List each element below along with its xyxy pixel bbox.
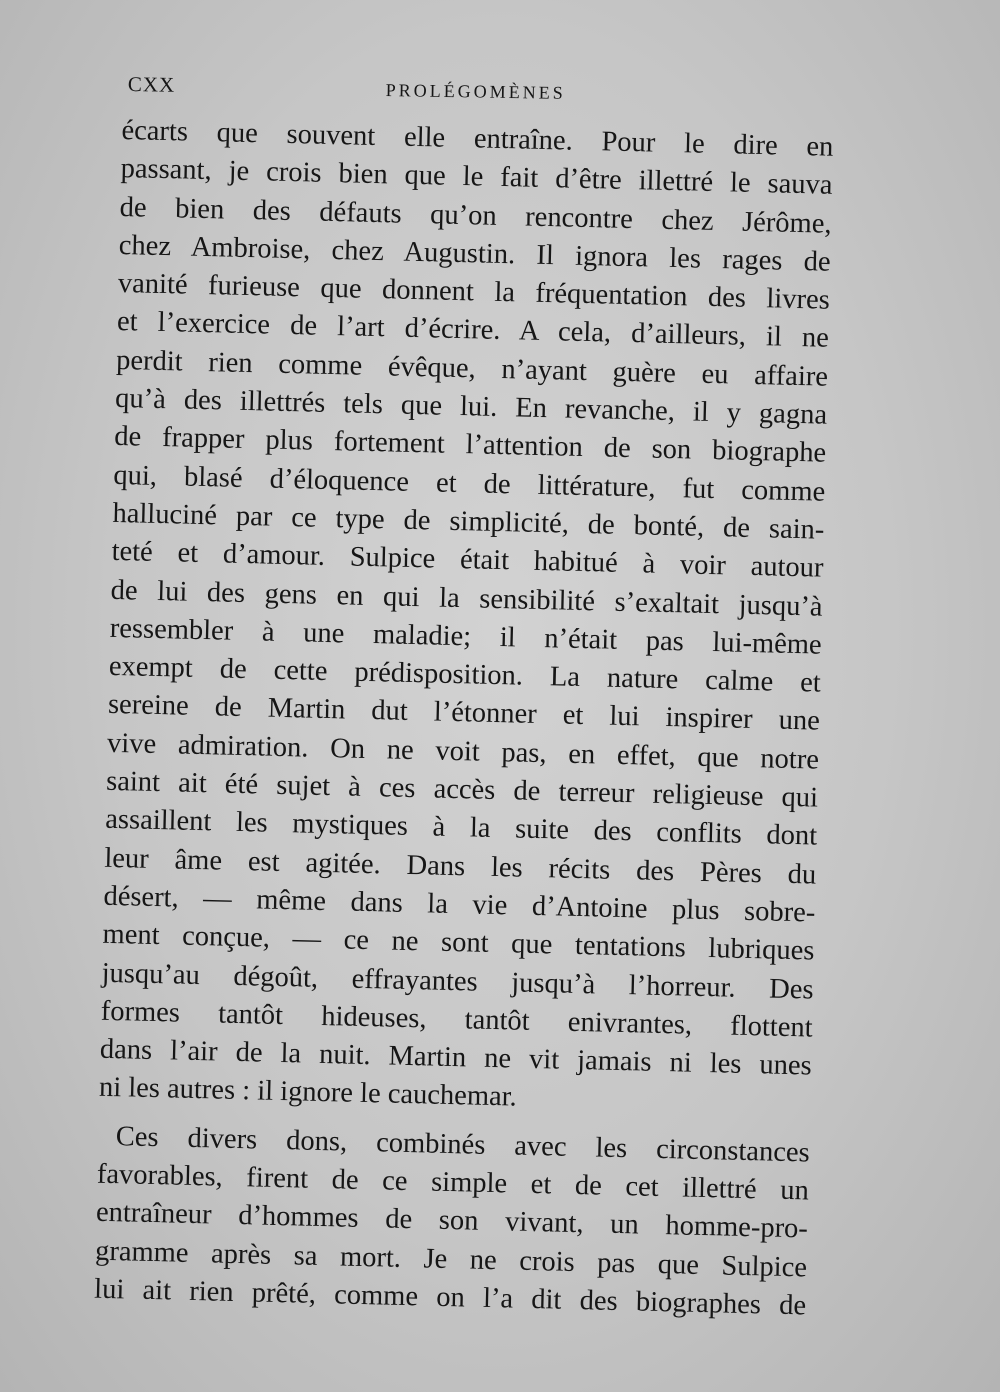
text-line: chez Ambroise, chez Augustin. Il ignora les rages de — [118, 229, 832, 278]
text-line: halluciné par ce type de simplicité, de bonté, de sain- — [112, 497, 825, 546]
text-line: vive admiration. On ne voit pas, en effet, que notre — [106, 727, 820, 776]
text-line: teté et d’amour. Sulpice était habitué à voir autour — [111, 536, 824, 584]
text-line: exempt de cette prédisposition. La nature calme et — [108, 651, 822, 699]
paragraph — [94, 1117, 810, 1325]
text-line: Ces divers dons, combinés avec les circonstances — [115, 1120, 811, 1169]
text-line: formes tantôt hideuses, tantôt enivrantes, flottent — [100, 995, 813, 1044]
text-line: de bien des défauts qu’on rencontre chez Jérôme, — [119, 191, 832, 240]
paragraph — [99, 112, 834, 1124]
text-line: entraîneur d’hommes de son vivant, un homme-pro- — [95, 1197, 809, 1245]
text-line: favorables, firent de ce simple et de cet illettré un — [96, 1158, 810, 1207]
text-line: dans l’air de la nuit. Martin ne vit jamais ni les unes — [99, 1033, 813, 1082]
running-title: PROLÉGOMÈNES — [385, 80, 566, 103]
text-line: de lui des gens en qui la sensibilité s’exaltait jusqu’à — [110, 574, 823, 623]
text-line: gramme après sa mort. Je ne crois pas que Sulpice — [94, 1235, 808, 1284]
text-line: vanité furieuse que donnent la fréquentation des livres — [117, 268, 831, 316]
page-number: CXX — [127, 72, 176, 97]
text-line: et l’exercice de l’art d’écrire. A cela, d’ailleurs, il ne — [116, 306, 830, 355]
text-line: leur âme est agitée. Dans les récits des Pères du — [104, 842, 817, 891]
text-line: de frapper plus fortement l’attention de son biographe — [113, 421, 827, 470]
text-line: ment conçue, — ce ne sont que tentations lubriques — [102, 919, 815, 967]
text-line: qui, blasé d’éloquence et de littérature, fut comme — [113, 459, 826, 508]
text-line: ressembler à une maladie; il n’était pas lui-même — [109, 612, 823, 661]
text-line: sereine de Martin dut l’étonner et lui inspirer une — [107, 689, 821, 738]
body-text — [94, 112, 834, 1326]
text-line: qu’à des illettrés tels que lui. En revanche, il y gagna — [114, 383, 828, 431]
text-line: saint ait été sujet à ces accès de terreur religieuse qui — [105, 765, 819, 814]
text-line: assaillent les mystiques à la suite des conflits dont — [104, 804, 818, 852]
text-line: désert, — même dans la vie d’Antoine plus sobre- — [103, 880, 816, 929]
text-line: passant, je crois bien que le fait d’être illettré le sauva — [120, 153, 833, 202]
text-line: perdit rien comme évêque, n’ayant guère eu affaire — [115, 344, 829, 393]
text-line: ni les autres : il ignore le cauchemar. — [98, 1072, 518, 1113]
text-line: jusqu’au dégoût, effrayantes jusqu’à l’horreur. Des — [101, 957, 814, 1006]
text-line: lui ait rien prêté, comme on l’a dit des biographes de — [93, 1273, 807, 1322]
running-head — [128, 72, 848, 113]
text-line: écarts que souvent elle entraîne. Pour le dire en — [121, 114, 834, 163]
